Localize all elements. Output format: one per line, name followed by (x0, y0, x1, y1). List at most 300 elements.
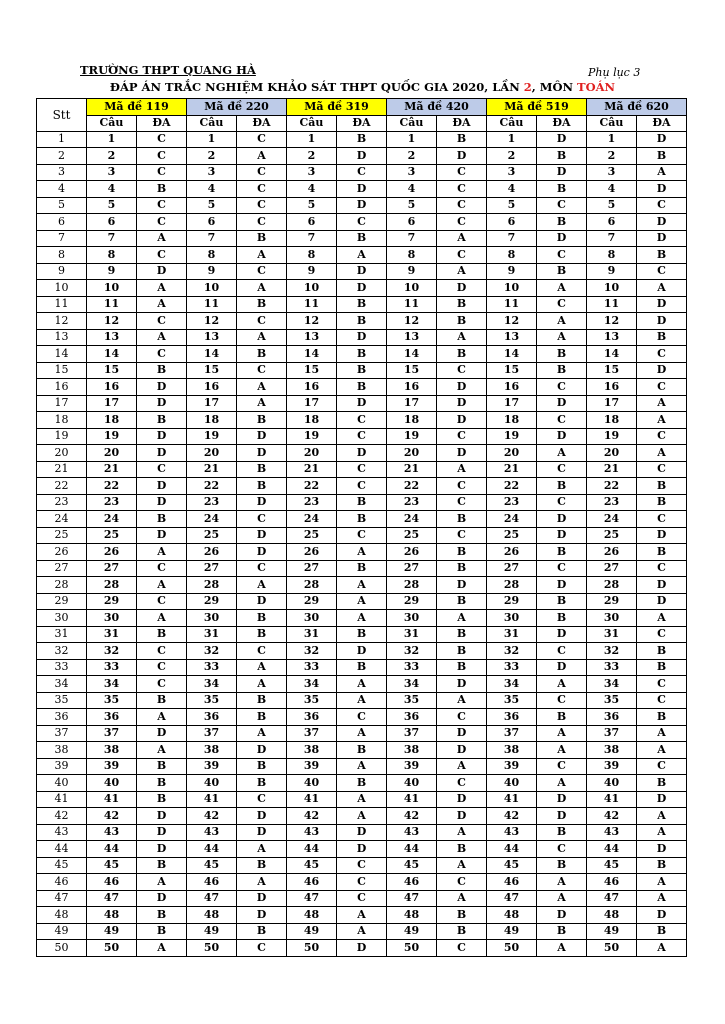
answer-cell: D (237, 808, 287, 825)
question-number: 40 (187, 775, 237, 792)
question-number: 26 (487, 544, 537, 561)
title-prefix: ĐÁP ÁN TRẮC NGHIỆM KHẢO SÁT THPT QUỐC GIA 2020, LẦN (109, 80, 524, 94)
question-number: 13 (387, 329, 437, 346)
question-number: 29 (287, 593, 337, 610)
question-number: 44 (287, 841, 337, 858)
answer-cell: C (337, 709, 387, 726)
answer-cell: C (437, 181, 487, 198)
answer-cell: C (537, 379, 587, 396)
answer-cell: B (437, 313, 487, 330)
question-number: 25 (287, 527, 337, 544)
table-row (37, 214, 687, 231)
question-number: 16 (287, 379, 337, 396)
row-number: 11 (37, 296, 87, 313)
question-number: 43 (487, 824, 537, 841)
question-number: 11 (87, 296, 137, 313)
answer-cell: C (437, 494, 487, 511)
answer-cell: A (437, 461, 487, 478)
question-number: 35 (87, 692, 137, 709)
answer-cell: B (237, 692, 287, 709)
question-number: 24 (287, 511, 337, 528)
question-number: 36 (287, 709, 337, 726)
question-header: Câu (387, 115, 437, 131)
question-number: 36 (387, 709, 437, 726)
question-number: 5 (487, 197, 537, 214)
answer-cell: C (437, 709, 487, 726)
answer-cell: B (637, 329, 687, 346)
row-number: 36 (37, 709, 87, 726)
answer-cell: B (637, 544, 687, 561)
answer-cell: A (437, 230, 487, 247)
answer-header: ĐA (337, 115, 387, 131)
answer-cell: D (237, 742, 287, 759)
answer-cell: B (437, 346, 487, 363)
question-number: 17 (387, 395, 437, 412)
question-number: 20 (187, 445, 237, 462)
answer-cell: C (237, 214, 287, 231)
answer-cell: B (337, 379, 387, 396)
table-row (37, 461, 687, 478)
question-number: 12 (487, 313, 537, 330)
answer-cell: C (137, 197, 187, 214)
question-number: 20 (387, 445, 437, 462)
question-number: 30 (87, 610, 137, 627)
answer-cell: A (437, 758, 487, 775)
answer-cell: B (537, 346, 587, 363)
answer-cell: B (637, 923, 687, 940)
question-number: 19 (587, 428, 637, 445)
answer-cell: B (537, 610, 587, 627)
question-number: 46 (387, 874, 437, 891)
row-number: 48 (37, 907, 87, 924)
answer-cell: A (537, 775, 587, 792)
question-number: 20 (87, 445, 137, 462)
answer-cell: D (637, 131, 687, 148)
row-number: 30 (37, 610, 87, 627)
question-number: 38 (387, 742, 437, 759)
question-number: 11 (487, 296, 537, 313)
question-number: 24 (187, 511, 237, 528)
question-number: 8 (187, 247, 237, 264)
answer-cell: B (237, 626, 287, 643)
question-number: 49 (587, 923, 637, 940)
row-number: 14 (37, 346, 87, 363)
question-number: 5 (587, 197, 637, 214)
question-number: 8 (287, 247, 337, 264)
answer-cell: A (137, 874, 187, 891)
table-row (37, 890, 687, 907)
question-number: 44 (487, 841, 537, 858)
answer-cell: B (437, 131, 487, 148)
answer-cell: C (137, 131, 187, 148)
question-number: 44 (87, 841, 137, 858)
row-number: 6 (37, 214, 87, 231)
question-number: 36 (587, 709, 637, 726)
question-number: 9 (187, 263, 237, 280)
question-number: 13 (487, 329, 537, 346)
answer-cell: D (537, 626, 587, 643)
question-number: 47 (187, 890, 237, 907)
answer-cell: D (237, 494, 287, 511)
question-number: 50 (487, 940, 537, 957)
question-number: 42 (587, 808, 637, 825)
answer-header: ĐA (237, 115, 287, 131)
answer-cell: D (537, 577, 587, 594)
question-number: 32 (587, 643, 637, 660)
answer-cell: A (637, 610, 687, 627)
question-number: 49 (187, 923, 237, 940)
question-number: 10 (587, 280, 637, 297)
question-number: 33 (187, 659, 237, 676)
answer-cell: B (337, 742, 387, 759)
question-number: 37 (287, 725, 337, 742)
answer-cell: C (337, 857, 387, 874)
row-number: 45 (37, 857, 87, 874)
question-number: 26 (287, 544, 337, 561)
code-header-5: Mã đề 519 (487, 99, 587, 116)
answer-cell: A (637, 940, 687, 957)
answer-cell: D (637, 362, 687, 379)
question-number: 39 (287, 758, 337, 775)
answer-cell: B (137, 181, 187, 198)
answer-cell: C (637, 197, 687, 214)
question-number: 25 (87, 527, 137, 544)
question-number: 13 (587, 329, 637, 346)
answer-cell: B (537, 923, 587, 940)
answer-cell: B (437, 626, 487, 643)
answer-cell: D (237, 445, 287, 462)
question-number: 49 (87, 923, 137, 940)
question-number: 23 (287, 494, 337, 511)
question-number: 38 (87, 742, 137, 759)
table-row (37, 148, 687, 165)
answer-cell: B (337, 511, 387, 528)
answer-cell: D (637, 841, 687, 858)
answer-cell: C (437, 940, 487, 957)
question-number: 34 (87, 676, 137, 693)
answer-cell: A (537, 725, 587, 742)
question-number: 15 (587, 362, 637, 379)
answer-cell: A (337, 247, 387, 264)
answer-cell: B (637, 659, 687, 676)
answer-cell: A (137, 577, 187, 594)
answer-cell: C (137, 164, 187, 181)
answer-cell: A (537, 445, 587, 462)
table-row (37, 758, 687, 775)
question-number: 47 (587, 890, 637, 907)
question-number: 30 (587, 610, 637, 627)
question-number: 2 (387, 148, 437, 165)
answer-cell: B (137, 923, 187, 940)
answer-cell: A (237, 280, 287, 297)
row-number: 33 (37, 659, 87, 676)
row-number: 2 (37, 148, 87, 165)
title-middle: , MÔN (531, 80, 578, 94)
question-number: 3 (287, 164, 337, 181)
answer-cell: A (237, 379, 287, 396)
answer-cell: A (537, 890, 587, 907)
question-number: 24 (487, 511, 537, 528)
answer-cell: C (337, 214, 387, 231)
answer-cell: A (337, 923, 387, 940)
answer-cell: B (437, 560, 487, 577)
table-row (37, 527, 687, 544)
answer-cell: C (437, 247, 487, 264)
question-number: 2 (587, 148, 637, 165)
code-header-6: Mã đề 620 (587, 99, 687, 116)
question-number: 18 (87, 412, 137, 429)
question-number: 44 (587, 841, 637, 858)
answer-cell: A (137, 709, 187, 726)
question-number: 25 (487, 527, 537, 544)
question-number: 22 (87, 478, 137, 495)
question-number: 42 (187, 808, 237, 825)
answer-cell: A (637, 280, 687, 297)
answer-cell: B (237, 923, 287, 940)
answer-cell: C (137, 676, 187, 693)
answer-cell: C (437, 164, 487, 181)
table-row (37, 313, 687, 330)
answer-cell: B (537, 148, 587, 165)
table-row (37, 940, 687, 957)
answer-cell: C (437, 362, 487, 379)
question-number: 21 (87, 461, 137, 478)
answer-cell: D (337, 445, 387, 462)
answer-cell: C (437, 527, 487, 544)
answer-cell: A (537, 313, 587, 330)
question-number: 24 (87, 511, 137, 528)
answer-cell: A (337, 758, 387, 775)
question-number: 14 (287, 346, 337, 363)
answer-cell: B (137, 857, 187, 874)
answer-cell: C (537, 247, 587, 264)
question-number: 38 (287, 742, 337, 759)
question-number: 37 (387, 725, 437, 742)
question-number: 16 (587, 379, 637, 396)
question-number: 48 (87, 907, 137, 924)
answer-cell: D (637, 181, 687, 198)
answer-table-body (37, 131, 687, 956)
table-row (37, 197, 687, 214)
question-number: 32 (487, 643, 537, 660)
row-number: 17 (37, 395, 87, 412)
question-number: 34 (587, 676, 637, 693)
page-title (0, 80, 725, 94)
question-number: 15 (187, 362, 237, 379)
question-number: 3 (587, 164, 637, 181)
answer-cell: A (637, 445, 687, 462)
answer-cell: A (637, 412, 687, 429)
answer-cell: D (237, 527, 287, 544)
answer-cell: D (537, 907, 587, 924)
answer-cell: A (137, 940, 187, 957)
question-number: 5 (87, 197, 137, 214)
question-number: 33 (387, 659, 437, 676)
answer-cell: B (337, 230, 387, 247)
row-number: 37 (37, 725, 87, 742)
question-number: 14 (187, 346, 237, 363)
table-row (37, 296, 687, 313)
table-row (37, 494, 687, 511)
question-number: 29 (87, 593, 137, 610)
row-number: 25 (37, 527, 87, 544)
table-row (37, 593, 687, 610)
answer-cell: B (237, 775, 287, 792)
question-number: 41 (487, 791, 537, 808)
answer-cell: B (537, 478, 587, 495)
answer-cell: C (237, 791, 287, 808)
question-number: 4 (187, 181, 237, 198)
table-row (37, 395, 687, 412)
question-number: 19 (487, 428, 537, 445)
question-number: 28 (487, 577, 537, 594)
answer-cell: D (137, 725, 187, 742)
row-number: 26 (37, 544, 87, 561)
answer-cell: A (537, 676, 587, 693)
answer-cell: D (137, 808, 187, 825)
row-number: 49 (37, 923, 87, 940)
answer-cell: C (137, 346, 187, 363)
question-number: 46 (87, 874, 137, 891)
question-number: 43 (387, 824, 437, 841)
question-number: 25 (587, 527, 637, 544)
question-number: 9 (487, 263, 537, 280)
question-number: 39 (387, 758, 437, 775)
row-number: 12 (37, 313, 87, 330)
question-number: 1 (287, 131, 337, 148)
question-number: 2 (287, 148, 337, 165)
answer-cell: C (237, 511, 287, 528)
answer-cell: B (437, 841, 487, 858)
answer-cell: B (337, 296, 387, 313)
question-number: 11 (187, 296, 237, 313)
row-number: 39 (37, 758, 87, 775)
answer-cell: B (437, 923, 487, 940)
answer-cell: D (437, 808, 487, 825)
answer-cell: D (537, 511, 587, 528)
row-number: 43 (37, 824, 87, 841)
question-number: 30 (387, 610, 437, 627)
answer-cell: A (537, 742, 587, 759)
question-number: 33 (287, 659, 337, 676)
answer-cell: C (537, 197, 587, 214)
question-number: 36 (487, 709, 537, 726)
answer-cell: B (637, 148, 687, 165)
question-number: 47 (287, 890, 337, 907)
question-number: 28 (287, 577, 337, 594)
answer-cell: A (137, 610, 187, 627)
answer-cell: C (437, 214, 487, 231)
question-number: 7 (287, 230, 337, 247)
answer-cell: B (237, 857, 287, 874)
answer-cell: C (237, 197, 287, 214)
question-number: 26 (587, 544, 637, 561)
answer-cell: B (637, 478, 687, 495)
question-number: 29 (487, 593, 537, 610)
question-number: 8 (487, 247, 537, 264)
row-number: 31 (37, 626, 87, 643)
question-number: 11 (387, 296, 437, 313)
row-number: 46 (37, 874, 87, 891)
answer-cell: C (637, 626, 687, 643)
question-number: 10 (187, 280, 237, 297)
question-number: 3 (387, 164, 437, 181)
answer-cell: B (637, 857, 687, 874)
question-number: 40 (287, 775, 337, 792)
answer-cell: B (437, 643, 487, 660)
question-number: 35 (587, 692, 637, 709)
answer-cell: B (237, 296, 287, 313)
answer-cell: D (137, 494, 187, 511)
answer-cell: B (137, 412, 187, 429)
answer-cell: B (337, 775, 387, 792)
answer-cell: C (637, 379, 687, 396)
question-number: 34 (487, 676, 537, 693)
answer-cell: C (637, 676, 687, 693)
answer-cell: B (237, 412, 287, 429)
question-number: 12 (387, 313, 437, 330)
answer-cell: B (637, 643, 687, 660)
question-number: 10 (387, 280, 437, 297)
question-number: 43 (187, 824, 237, 841)
answer-cell: D (637, 593, 687, 610)
answer-cell: D (437, 742, 487, 759)
table-row (37, 610, 687, 627)
question-number: 50 (387, 940, 437, 957)
table-row (37, 379, 687, 396)
answer-cell: A (437, 692, 487, 709)
answer-cell: C (137, 313, 187, 330)
question-number: 43 (87, 824, 137, 841)
answer-cell: A (237, 247, 287, 264)
answer-cell: C (237, 560, 287, 577)
answer-cell: C (537, 692, 587, 709)
row-number: 3 (37, 164, 87, 181)
answer-cell: A (337, 907, 387, 924)
answer-cell: A (637, 890, 687, 907)
answer-cell: D (337, 643, 387, 660)
answer-cell: D (337, 181, 387, 198)
answer-cell: C (137, 593, 187, 610)
answer-cell: D (337, 263, 387, 280)
question-number: 27 (487, 560, 537, 577)
table-row (37, 346, 687, 363)
answer-cell: D (437, 577, 487, 594)
question-number: 13 (187, 329, 237, 346)
answer-cell: D (537, 395, 587, 412)
answer-cell: C (637, 428, 687, 445)
question-number: 24 (587, 511, 637, 528)
question-number: 42 (287, 808, 337, 825)
question-number: 20 (587, 445, 637, 462)
table-row (37, 725, 687, 742)
question-number: 16 (487, 379, 537, 396)
question-number: 12 (287, 313, 337, 330)
answer-cell: C (637, 692, 687, 709)
question-number: 33 (587, 659, 637, 676)
question-number: 5 (287, 197, 337, 214)
table-row (37, 511, 687, 528)
row-number: 24 (37, 511, 87, 528)
question-number: 6 (487, 214, 537, 231)
code-header-4: Mã đề 420 (387, 99, 487, 116)
answer-cell: D (637, 214, 687, 231)
question-number: 22 (387, 478, 437, 495)
answer-cell: A (337, 610, 387, 627)
row-number: 13 (37, 329, 87, 346)
question-number: 44 (387, 841, 437, 858)
row-number: 29 (37, 593, 87, 610)
